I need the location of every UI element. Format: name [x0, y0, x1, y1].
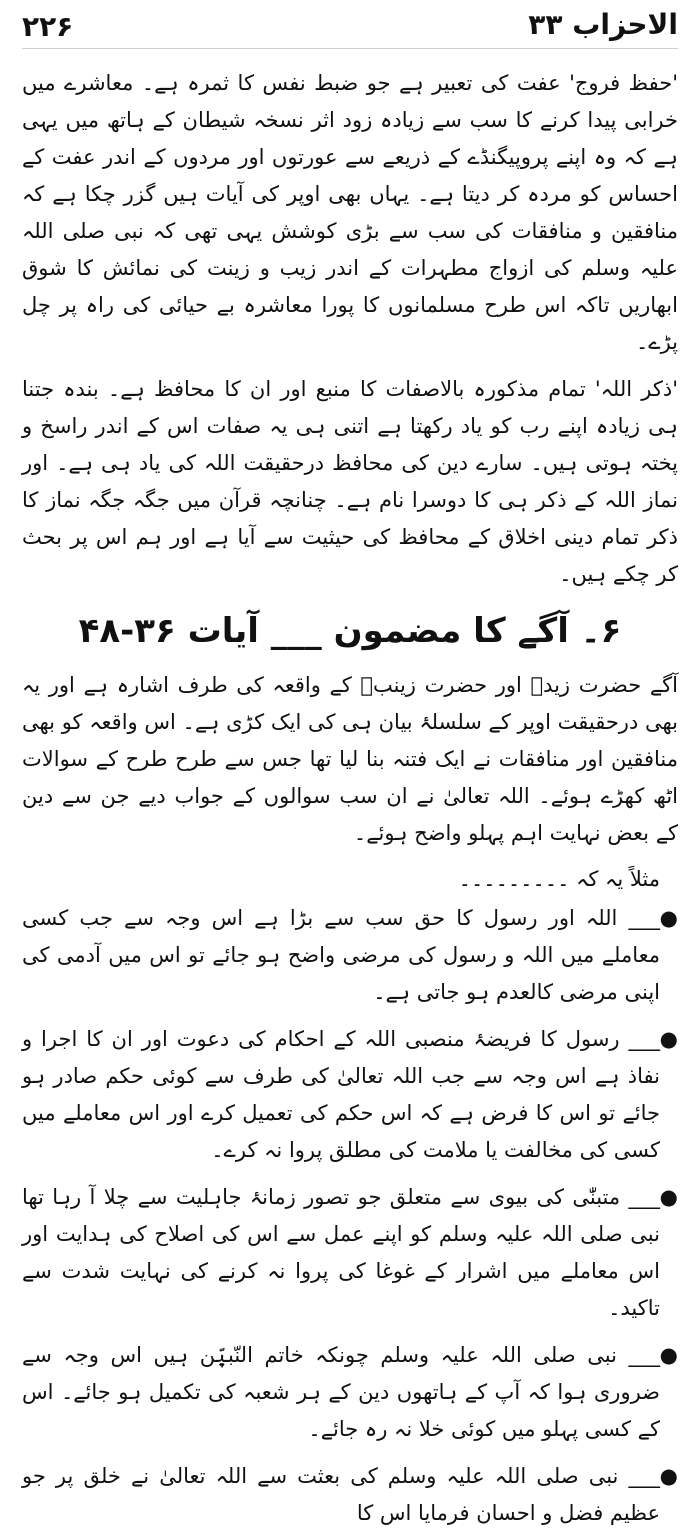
- bullet-icon: ●: [659, 1027, 678, 1051]
- list-item-text: ___ نبی صلی اللہ علیہ وسلم کی بعثت سے اللہ تعالیٰ نے خلق پر جو عظیم فضل و احسان فرمایا اس کا: [22, 1464, 660, 1525]
- example-label: مثلاً یہ کہ ۔۔۔۔۔۔۔۔۔: [458, 867, 660, 891]
- surah-title: الاحزاب ۳۳: [528, 8, 678, 41]
- section-introduction: آگے حضرت زیدؓ اور حضرت زینبؓ کے واقعہ کی طرف اشارہ ہے اور یہ بھی درحقیقت اوپر کے سلسلۂ بیان ہی کی ایک کڑی ہے۔ اس واقعہ کو بھی منافقین اور منافقات نے ایک فتنہ بنا لیا تھا جس سے طرح طرح کے سوالات اٹھ کھڑے ہوئے۔ اللہ تعالیٰ نے ان سب سوالوں کے جواب دیے جن سے دین کے بعض نہایت اہم پہلو واضح ہوئے۔: [22, 673, 678, 845]
- page-header: [22, 8, 678, 49]
- bullet-icon: ●: [659, 1343, 678, 1367]
- list-item-text: ___ رسول کا فریضۂ منصبی اللہ کے احکام کی دعوت اور ان کا اجرا و نفاذ ہے اس وجہ سے جب اللہ تعالیٰ کی طرف سے کوئی حکم صادر ہو جائے تو اس کا فرض ہے کہ اس حکم کی تعمیل کرے اور اس معاملے میں کسی کی مخالفت یا ملامت کی مطلق پروا نہ کرے۔: [22, 1027, 660, 1162]
- paragraph-remembrance: 'ذکر اللہ' تمام مذکورہ بالاصفات کا منبع اور ان کا محافظ ہے۔ بندہ جتنا ہی زیادہ اپنے رب کو یاد رکھتا ہے اتنی ہی یہ صفات اس کے اندر راسخ و پختہ ہوتی ہیں۔ سارے دین کی محافظ درحقیقت اللہ کی یاد ہی ہے۔ اور نماز اللہ کے ذکر ہی کا دوسرا نام ہے۔ چنانچہ قرآن میں جگہ جگہ نماز کا ذکر تمام دینی اخلاق کے محافظ کی حیثیت سے آیا ہے اور ہم اس پر بحث کر چکے ہیں۔: [22, 377, 678, 586]
- list-item-text: ___ اللہ اور رسول کا حق سب سے بڑا ہے اس وجہ سے جب کسی معاملے میں اللہ و رسول کی مرضی واضح ہو جائے تو اس میں آدمی کی اپنی مرضی کالعدم ہو جاتی ہے۔: [22, 906, 660, 1004]
- paragraph-chastity: 'حفظ فروج' عفت کی تعبیر ہے جو ضبط نفس کا ثمرہ ہے۔ معاشرے میں خرابی پیدا کرنے کا سب سے زیادہ زود اثر نسخہ شیطان کے ہاتھ میں یہی ہے کہ وہ اپنے پروپیگنڈے کے ذریعے سے عورتوں اور مردوں کے اندر عفت کے احساس کو مردہ کر دیتا ہے۔ یہاں بھی اوپر کی آیات ہیں گزر چکا ہے کہ منافقین و منافقات کی سب سے بڑی کوشش یہی تھی کہ نبی صلی اللہ علیہ وسلم کی ازواج مطہرات کے اندر زیب و زینت کی نمائش کا شوق ابھاریں تاکہ اس طرح مسلمانوں کا پورا معاشرہ بے حیائی کی راہ پر چل پڑے۔: [22, 71, 678, 354]
- list-item-text: ___ نبی صلی اللہ علیہ وسلم چونکہ خاتم النّبیّٖن ہیں اس وجہ سے ضروری ہوا کہ آپ کے ہاتھوں دین کے ہر شعبہ کی تکمیل ہو جائے۔ اس کے کسی پہلو میں کوئی خلا نہ رہ جائے۔: [22, 1343, 660, 1441]
- list-item: [22, 1337, 678, 1448]
- list-item: [22, 1179, 678, 1327]
- list-item: [22, 1021, 678, 1169]
- list-item-text: ___ متبنّٰی کی بیوی سے متعلق جو تصور زمانۂ جاہلیت سے چلا آ رہا تھا نبی صلی اللہ علیہ وسلم کو اپنے عمل سے اس کی اصلاح کی ہدایت اور اس معاملے میں اشرار کے غوغا کی پروا نہ کرنے کی نہایت شدت سے تاکید۔: [22, 1185, 660, 1320]
- point-list: [22, 900, 678, 1532]
- list-item: [22, 900, 678, 1011]
- bullet-icon: ●: [659, 1185, 678, 1209]
- section-heading: ۶۔ آگے کا مضمون ___ آیات ۳۶-۴۸: [78, 611, 622, 651]
- bullet-icon: ●: [659, 906, 678, 930]
- bullet-icon: ●: [659, 1464, 678, 1488]
- list-item: [22, 1458, 678, 1532]
- page-number: ۲۲۶: [22, 10, 74, 43]
